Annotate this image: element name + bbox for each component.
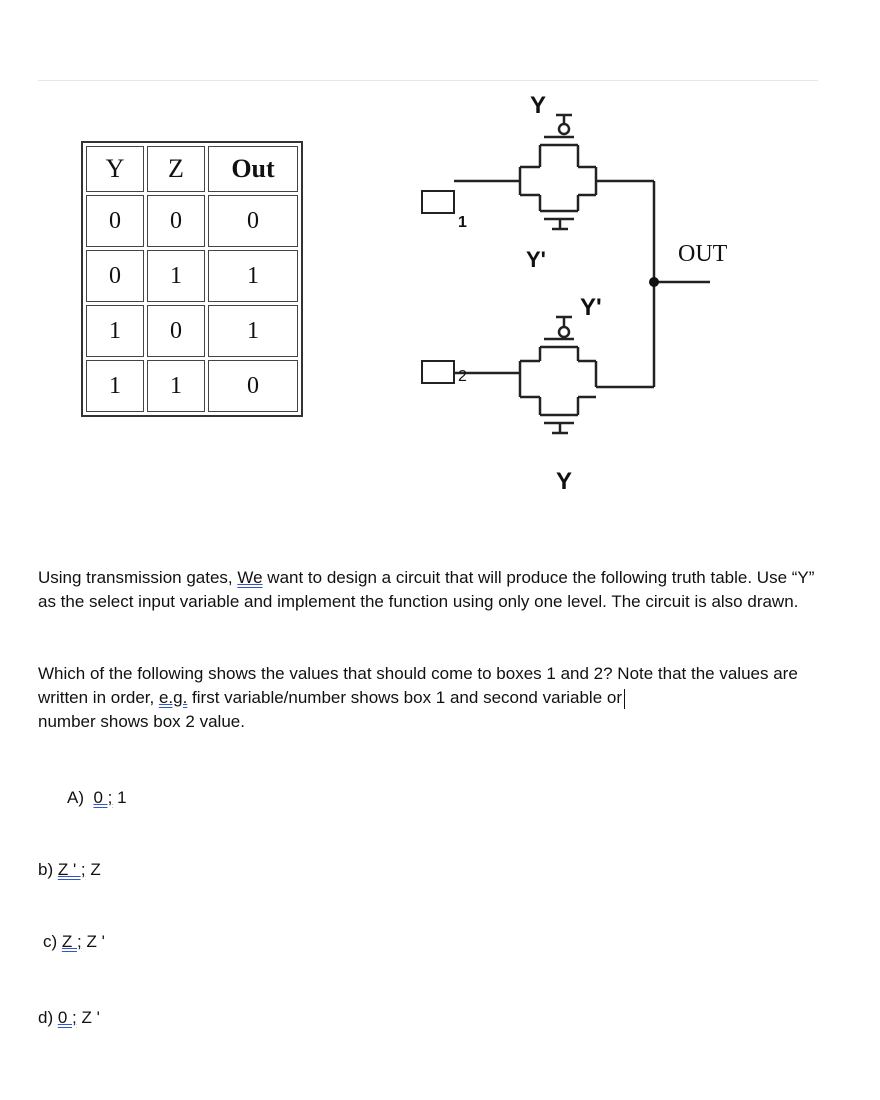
- option-c-prefix: c): [43, 932, 62, 951]
- output-node: [649, 277, 659, 287]
- label-out: OUT: [678, 241, 728, 267]
- option-c-suffix: Z ': [81, 932, 105, 951]
- prompt-a: Which of the following shows the values that should come to boxes 1 and 2? Note that the values are written in order,: [38, 664, 798, 707]
- table-row: [86, 360, 298, 412]
- top-divider: [38, 80, 818, 81]
- intro-we: We: [237, 568, 263, 587]
- option-c[interactable]: [43, 932, 105, 952]
- option-b-suffix: Z: [85, 860, 101, 879]
- cell: 0: [208, 360, 298, 412]
- cell: 1: [147, 250, 205, 302]
- cell: 1: [208, 305, 298, 357]
- box-2: [422, 361, 454, 383]
- prompt-c: number shows box 2 value.: [38, 712, 245, 731]
- option-a-value: 0 ;: [93, 788, 113, 807]
- label-bottom-yprime: Y': [580, 294, 602, 321]
- label-top-yprime: Y': [526, 247, 546, 272]
- prompt-eg: e.g.: [158, 688, 188, 707]
- option-b-prefix: b): [38, 860, 58, 879]
- option-c-value: Z ;: [61, 932, 82, 951]
- option-d-suffix: Z ': [76, 1008, 100, 1027]
- cell: 1: [86, 305, 144, 357]
- option-d[interactable]: [38, 1008, 100, 1028]
- transmission-gate-circuit: [410, 85, 830, 505]
- option-a-suffix: 1: [112, 788, 127, 807]
- label-bottom-y: Y: [556, 468, 573, 495]
- table-row: [86, 305, 298, 357]
- table-row: [86, 195, 298, 247]
- header-out: Out: [208, 146, 298, 192]
- cell: 0: [86, 250, 144, 302]
- cell: 0: [147, 305, 205, 357]
- box-1: [422, 191, 454, 213]
- option-b[interactable]: [38, 860, 101, 880]
- truth-table-header: [86, 146, 298, 192]
- header-y: Y: [86, 146, 144, 192]
- cell: 0: [86, 195, 144, 247]
- intro-after: want to design a circuit that will produce the following truth table. Use “Y” as the select input variable and implement the function using only one level. The circuit is also drawn.: [38, 568, 815, 611]
- option-d-prefix: d): [38, 1008, 58, 1027]
- option-b-value: Z ' ;: [57, 860, 86, 879]
- text-cursor: [624, 689, 625, 709]
- label-top-y: Y: [530, 92, 547, 119]
- cell: 0: [147, 195, 205, 247]
- cell: 1: [147, 360, 205, 412]
- cell: 1: [86, 360, 144, 412]
- cell: 1: [208, 250, 298, 302]
- prompt-b: first variable/number shows box 1 and second variable or: [187, 688, 622, 707]
- truth-table: [81, 141, 303, 417]
- option-d-value: 0 ;: [57, 1008, 77, 1027]
- label-box-1: 1: [458, 214, 467, 231]
- option-a[interactable]: [67, 788, 127, 808]
- cell: 0: [208, 195, 298, 247]
- header-z: Z: [147, 146, 205, 192]
- question-prompt: [38, 662, 828, 734]
- intro-before: Using transmission gates,: [38, 568, 238, 587]
- question-intro: [38, 566, 828, 614]
- table-row: [86, 250, 298, 302]
- option-a-prefix: A): [67, 788, 94, 807]
- label-box-2: 2: [458, 368, 467, 385]
